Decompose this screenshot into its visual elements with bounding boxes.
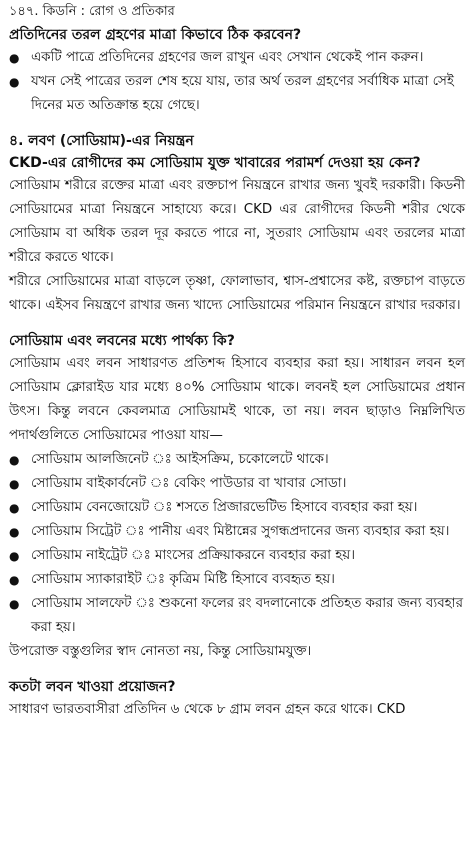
list-item: ● একটি পাত্রে প্রতিদিনের গ্রহণের জল রাখুন এবং সেখান থেকেই পান করুন। [9, 46, 465, 70]
list-item: ● সোডিয়াম সালফেট ঃ শুকনো ফলের রং বদলানোকে প্রতিহত করার জন্য ব্যবহার করা হয়। [9, 592, 465, 640]
section2-heading: CKD-এর রোগীদের কম সোডিয়াম যুক্ত খাবারের পরামর্শ দেওয়া হয় কেন? [9, 155, 421, 171]
section3-closing: উপরোক্ত বস্তুগুলির স্বাদ নোনতা নয়, কিন্তু সোডিয়ামযুক্ত। [9, 644, 312, 659]
section2-paragraph: শরীরে সোডিয়ামের মাত্রা বাড়লে তৃষ্ণা, ফোলাভাব, শ্বাস-প্রশ্বাসের কষ্ট, রক্তচাপ বাড়তে থাকে। এইসব নিয়ন্ত্রণে রাখার জন্য খাদ্যে সোডিয়ামের পরিমান নিয়ন্ত্রনে রাখার দরকার। [9, 274, 465, 313]
section3-bullet-list [9, 448, 465, 640]
list-item: ● সোডিয়াম আলজিনেট ঃ আইসক্রিম, চকোলেটে থাকে। [9, 448, 465, 472]
list-item: ● সোডিয়াম বাইকার্বনেট ঃ বেকিং পাউডার বা খাবার সোডা। [9, 472, 465, 496]
list-item: ● সোডিয়াম স্যাকারাইট ঃ কৃত্রিম মিষ্টি হিসাবে ব্যবহৃত হয়। [9, 568, 465, 592]
section2-title: ৪. লবণ (সোডিয়াম)-এর নিয়ন্ত্রন [9, 133, 194, 149]
section2-paragraph: সোডিয়াম শরীরে রক্তের মাত্রা এবং রক্তচাপ নিয়ন্ত্রনে রাখার জন্য খুবই দরকারী। কিডনী সোডিয়ামের মাত্রা নিয়ন্ত্রনে সাহায্যে করে। CKD এর রোগীদের কিডনী শরীর থেকে সোডিয়াম বা অধিক তরল দূর করতে পারে না, সুতরাং সোডিয়াম এবং তরলের মাত্রা শরীরে করতে থাকে। [9, 178, 465, 265]
list-item: ● সোডিয়াম সিট্রেট ঃ পানীয় এবং মিষ্টান্নের সুগন্ধপ্রদানের জন্য ব্যবহার করা হয়। [9, 520, 465, 544]
section3-paragraph: সোডিয়াম এবং লবন সাধারণত প্রতিশব্দ হিসাবে ব্যবহার করা হয়। সাধারন লবন হল সোডিয়াম ক্লোরাইড যার মধ্যে ৪০% সোডিয়াম থাকে। লবনই হল সোডিয়ামের প্রধান উৎস। কিন্তু লবনে কেবলমাত্র সোডিয়ামই থাকে, তা নয়। লবন ছাড়াও নিম্নলিখিত পদার্থগুলিতে সোডিয়ামের পাওয়া যায়— [9, 356, 465, 443]
section1-bullet-list [9, 46, 465, 118]
section4-heading: কতটা লবন খাওয়া প্রয়োজন? [9, 679, 176, 695]
list-item: ● সোডিয়াম বেনজোয়েট ঃ শসতে প্রিজারভেটিভ হিসাবে ব্যবহার করা হয়। [9, 496, 465, 520]
section4-paragraph: সাধারণ ভারতবাসীরা প্রতিদিন ৬ থেকে ৮ গ্রাম লবন গ্রহন করে থাকে। CKD [9, 702, 406, 717]
section3-heading: সোডিয়াম এবং লবনের মধ্যে পার্থক্য কি? [9, 333, 235, 349]
list-item: ● যখন সেই পাত্রের তরল শেষ হয়ে যায়, তার অর্থ তরল গ্রহণের সর্বাধিক মাত্রা সেই দিনের মত অতিক্রান্ত হয়ে গেছে। [9, 70, 465, 118]
running-header: ১৪৭. কিডনি : রোগ ও প্রতিকার [9, 4, 175, 19]
section1-heading: প্রতিদিনের তরল গ্রহণের মাত্রা কিভাবে ঠিক করবেন? [9, 27, 302, 43]
list-item: ● সোডিয়াম নাইট্রেট ঃ মাংসের প্রক্রিয়াকরনে ব্যবহার করা হয়। [9, 544, 465, 568]
